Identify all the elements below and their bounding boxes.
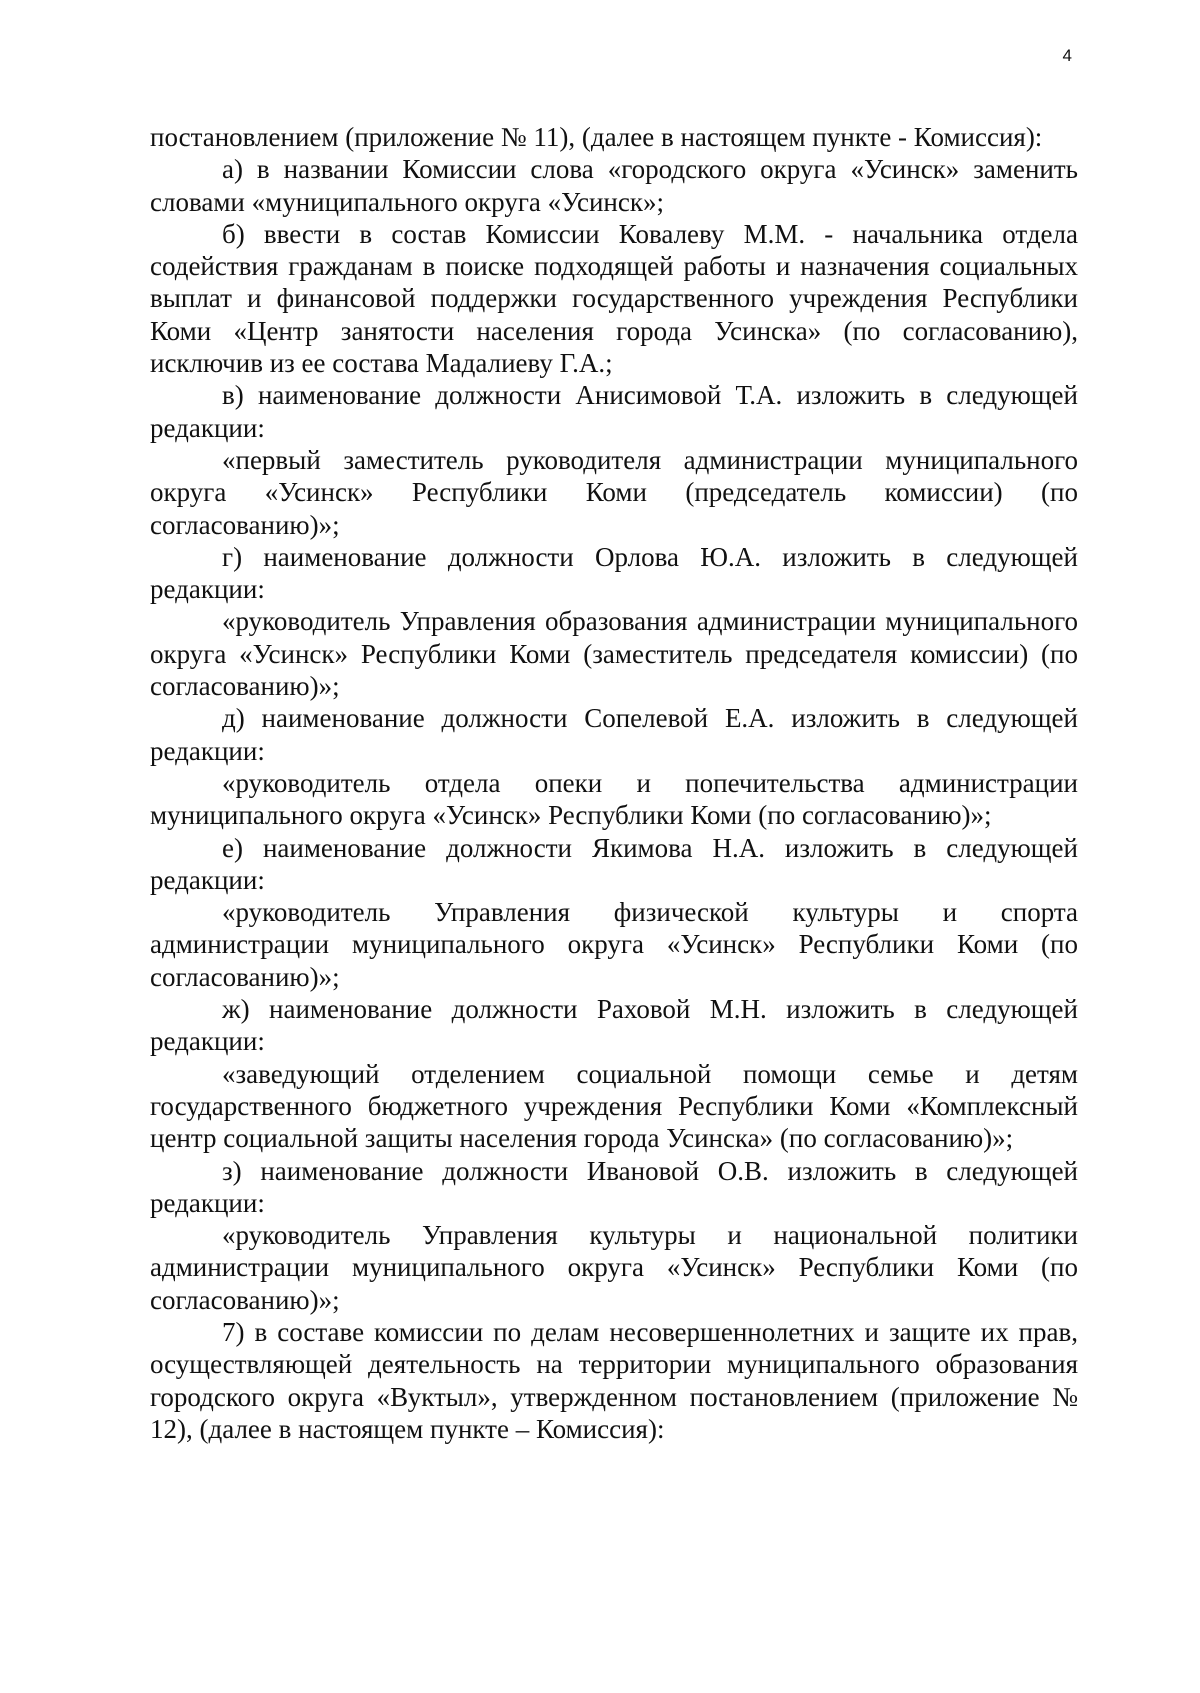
paragraph: «руководитель Управления образования администрации муниципального округа «Усинск» Республики Коми (заместитель председателя комиссии) (по согласованию)»; xyxy=(150,606,1078,702)
paragraph: в) наименование должности Анисимовой Т.А. изложить в следующей редакции: xyxy=(150,380,1078,443)
paragraph: г) наименование должности Орлова Ю.А. изложить в следующей редакции: xyxy=(150,541,1078,605)
paragraph: «первый заместитель руководителя администрации муниципального округа «Усинск» Республики Коми (председатель комиссии) (по согласованию)»; xyxy=(150,444,1078,540)
document-body xyxy=(150,121,1078,1445)
paragraph: е) наименование должности Якимова Н.А. изложить в следующей редакции: xyxy=(150,832,1078,895)
paragraph: «руководитель Управления культуры и национальной политики администрации муниципального округа «Усинск» Республики Коми (по согласованию)»; xyxy=(150,1220,1078,1315)
paragraph: «руководитель отдела опеки и попечительства администрации муниципального округа «Усинск» Республики Коми (по согласованию)»; xyxy=(150,767,1078,831)
page-number: 4 xyxy=(1062,46,1072,65)
paragraph: ж) наименование должности Раховой М.Н. изложить в следующей редакции: xyxy=(150,994,1078,1057)
paragraph: а) в названии Комиссии слова «городского округа «Усинск» заменить словами «муниципального округа «Усинск»; xyxy=(150,154,1078,217)
paragraph: д) наименование должности Сопелевой Е.А. изложить в следующей редакции: xyxy=(150,703,1078,766)
paragraph: з) наименование должности Ивановой О.В. изложить в следующей редакции: xyxy=(150,1155,1078,1218)
paragraph: постановлением (приложение № 11), (далее в настоящем пункте - Комиссия): xyxy=(150,122,1043,152)
paragraph: б) ввести в состав Комиссии Ковалеву М.М. - начальника отдела содействия гражданам в поиске подходящей работы и назначения социальных выплат и финансовой поддержки государственного учреждения Республики Коми «Центр занятости населения города Усинска» (по согласованию), исключив из ее состава Мадалиеву Г.А.; xyxy=(150,218,1078,379)
paragraph: «руководитель Управления физической культуры и спорта администрации муниципального округа «Усинск» Республики Коми (по согласованию)»; xyxy=(150,897,1078,992)
paragraph: «заведующий отделением социальной помощи семье и детям государственного бюджетного учреждения Республики Коми «Комплексный центр социальной защиты населения города Усинска» (по согласованию)»; xyxy=(150,1058,1078,1154)
paragraph: 7) в составе комиссии по делам несовершеннолетних и защите их прав, осуществляющей деятельность на территории муниципального образования городского округа «Вуктыл», утвержденном постановлением (приложение № 12), (далее в настоящем пункте – Комиссия): xyxy=(150,1316,1078,1444)
